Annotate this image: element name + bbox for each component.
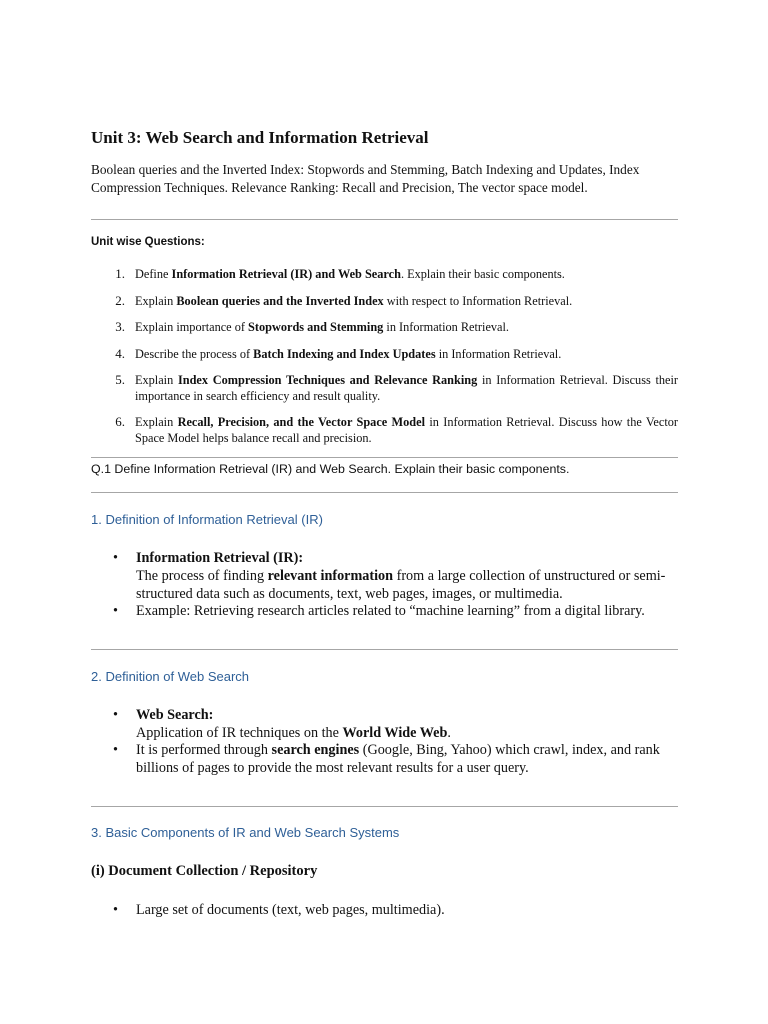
question-text: Explain [135, 373, 178, 387]
bullet-icon: • [113, 902, 118, 918]
question-bold: Boolean queries and the Inverted Index [176, 294, 384, 308]
divider [91, 806, 678, 807]
bullet-icon: • [113, 707, 118, 723]
question-number: 5. [115, 372, 125, 387]
unit-questions-heading: Unit wise Questions: [91, 236, 205, 248]
item-text: Application of IR techniques on the [136, 725, 343, 741]
bullet-icon: • [113, 550, 118, 566]
page-title: Unit 3: Web Search and Information Retrieval [91, 128, 429, 147]
subsection-heading: (i) Document Collection / Repository [91, 863, 318, 879]
question-number: 6. [115, 414, 125, 429]
question-number: 1. [115, 266, 125, 281]
item-text: from a large collection of unstructured or semi-structured data such as documents, text, web pages, images, or multimedia. [136, 568, 666, 602]
question-number: 4. [115, 346, 125, 361]
item-bold: relevant information [267, 568, 394, 584]
item-bold: World Wide Web [342, 725, 448, 741]
question-bold: Recall, Precision, and the Vector Space Model [177, 415, 426, 429]
question-text: in Information Retrieval. [435, 347, 562, 361]
unit-summary: Boolean queries and the Inverted Index: Stopwords and Stemming, Batch Indexing and Updates, Index Compression Techniques. Relevance Ranking: Recall and Precision, The vector space model. [91, 162, 640, 195]
item-bold: search engines [271, 742, 360, 758]
item-text: Example: Retrieving research articles related to “machine learning” from a digital library. [136, 603, 645, 619]
question-number: 3. [115, 319, 125, 334]
question-bold: Batch Indexing and Index Updates [253, 347, 436, 361]
question-text: Define [135, 267, 172, 281]
question-text: Explain importance of [135, 320, 249, 334]
item-text: It is performed through [136, 742, 272, 758]
item-label: Web Search: [136, 707, 214, 723]
divider [91, 457, 678, 458]
item-text: Large set of documents (text, web pages, multimedia). [136, 902, 445, 918]
question-text: in Information Retrieval. [383, 320, 509, 334]
question-bold: Index Compression Techniques and Relevance Ranking [177, 373, 478, 387]
item-text: The process of finding [136, 568, 268, 584]
question-text: in Information Retrieval. Discuss how the Vector Space Model helps balance recall and precision. [135, 415, 679, 445]
question-text: Explain [135, 294, 177, 308]
divider [91, 492, 678, 493]
question-text: Describe the process of [135, 347, 254, 361]
question-bold: Stopwords and Stemming [248, 320, 384, 334]
item-text: . [447, 725, 451, 741]
divider [91, 219, 678, 220]
question-text: in Information Retrieval. Discuss their importance in search efficiency and result quality. [135, 373, 678, 403]
question-number: 2. [115, 293, 125, 308]
question-text: with respect to Information Retrieval. [383, 294, 573, 308]
bullet-icon: • [113, 603, 118, 619]
section-heading-ir: 1. Definition of Information Retrieval (IR) [91, 512, 323, 527]
question-text: Explain [135, 415, 178, 429]
bullet-icon: • [113, 742, 118, 758]
item-text: (Google, Bing, Yahoo) which crawl, index, and rank billions of pages to provide the most relevant results for a user query. [136, 742, 660, 776]
question-bold: Information Retrieval (IR) and Web Search [171, 267, 401, 281]
section-heading-components: 3. Basic Components of IR and Web Search Systems [91, 825, 400, 840]
question-text: . Explain their basic components. [400, 267, 565, 281]
item-label: Information Retrieval (IR): [136, 550, 304, 566]
divider [91, 649, 678, 650]
section-heading-web-search: 2. Definition of Web Search [91, 669, 250, 684]
q1-heading: Q.1 Define Information Retrieval (IR) and Web Search. Explain their basic components. [91, 462, 570, 476]
